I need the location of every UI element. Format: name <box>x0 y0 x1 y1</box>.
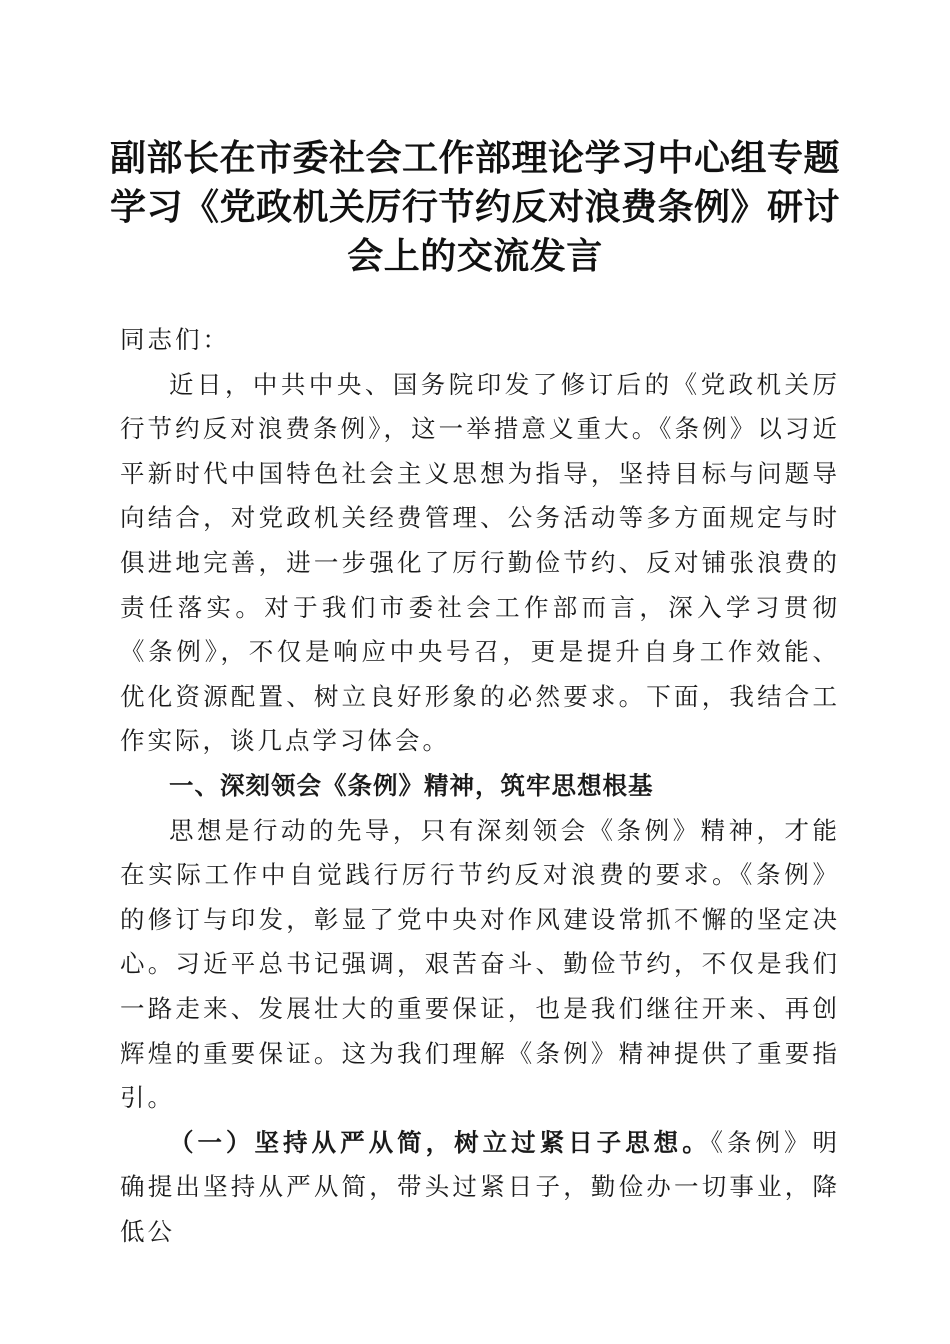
title-line-2: 学习《党政机关厉行节约反对浪费条例》研讨 <box>110 186 841 228</box>
section-heading-1: 一、深刻领会《条例》精神，筑牢思想根基 <box>169 770 654 800</box>
section-1-paragraph: 思想是行动的先导，只有深刻领会《条例》精神，才能在实际工作中自觉践行厉行节约反对浪费的要求。《条例》的修订与印发，彰显了党中央对作风建设常抓不懈的坚定决心。习近平总书记强调，艰苦奋斗、勤俭节约，不仅是我们一路走来、发展壮大的重要保证，也是我们继往开来、再创辉煌的重要保证。这为我们理解《条例》精神提供了重要指引。 <box>120 815 840 1113</box>
subsection-1-text: 《条例》明确提出坚持从严从简，带头过紧日子，勤俭办一切事业，降低公 <box>120 1127 841 1246</box>
salutation: 同志们： <box>120 325 230 354</box>
intro-paragraph: 近日，中共中央、国务院印发了修订后的《党政机关厉行节约反对浪费条例》，这一举措意义重大。《条例》以习近平新时代中国特色社会主义思想为指导，坚持目标与问题导向结合，对党政机关经费管理、公务活动等多方面规定与时俱进地完善，进一步强化了厉行勤俭节约、反对铺张浪费的责任落实。对于我们市委社会工作部而言，深入学习贯彻《条例》，不仅是响应中央号召，更是提升自身工作效能、优化资源配置、树立良好形象的必然要求。下面，我结合工作实际，谈几点学习体会。 <box>120 369 840 756</box>
subsection-1-paragraph <box>120 1121 840 1255</box>
subsection-1-lead: （一）坚持从严从简，树立过紧日子思想。 <box>169 1127 711 1157</box>
title-line-1: 副部长在市委社会工作部理论学习中心组专题 <box>110 137 841 179</box>
title-line-3: 会上的交流发言 <box>347 235 603 277</box>
document-body <box>120 318 840 1254</box>
document-title <box>110 134 840 281</box>
